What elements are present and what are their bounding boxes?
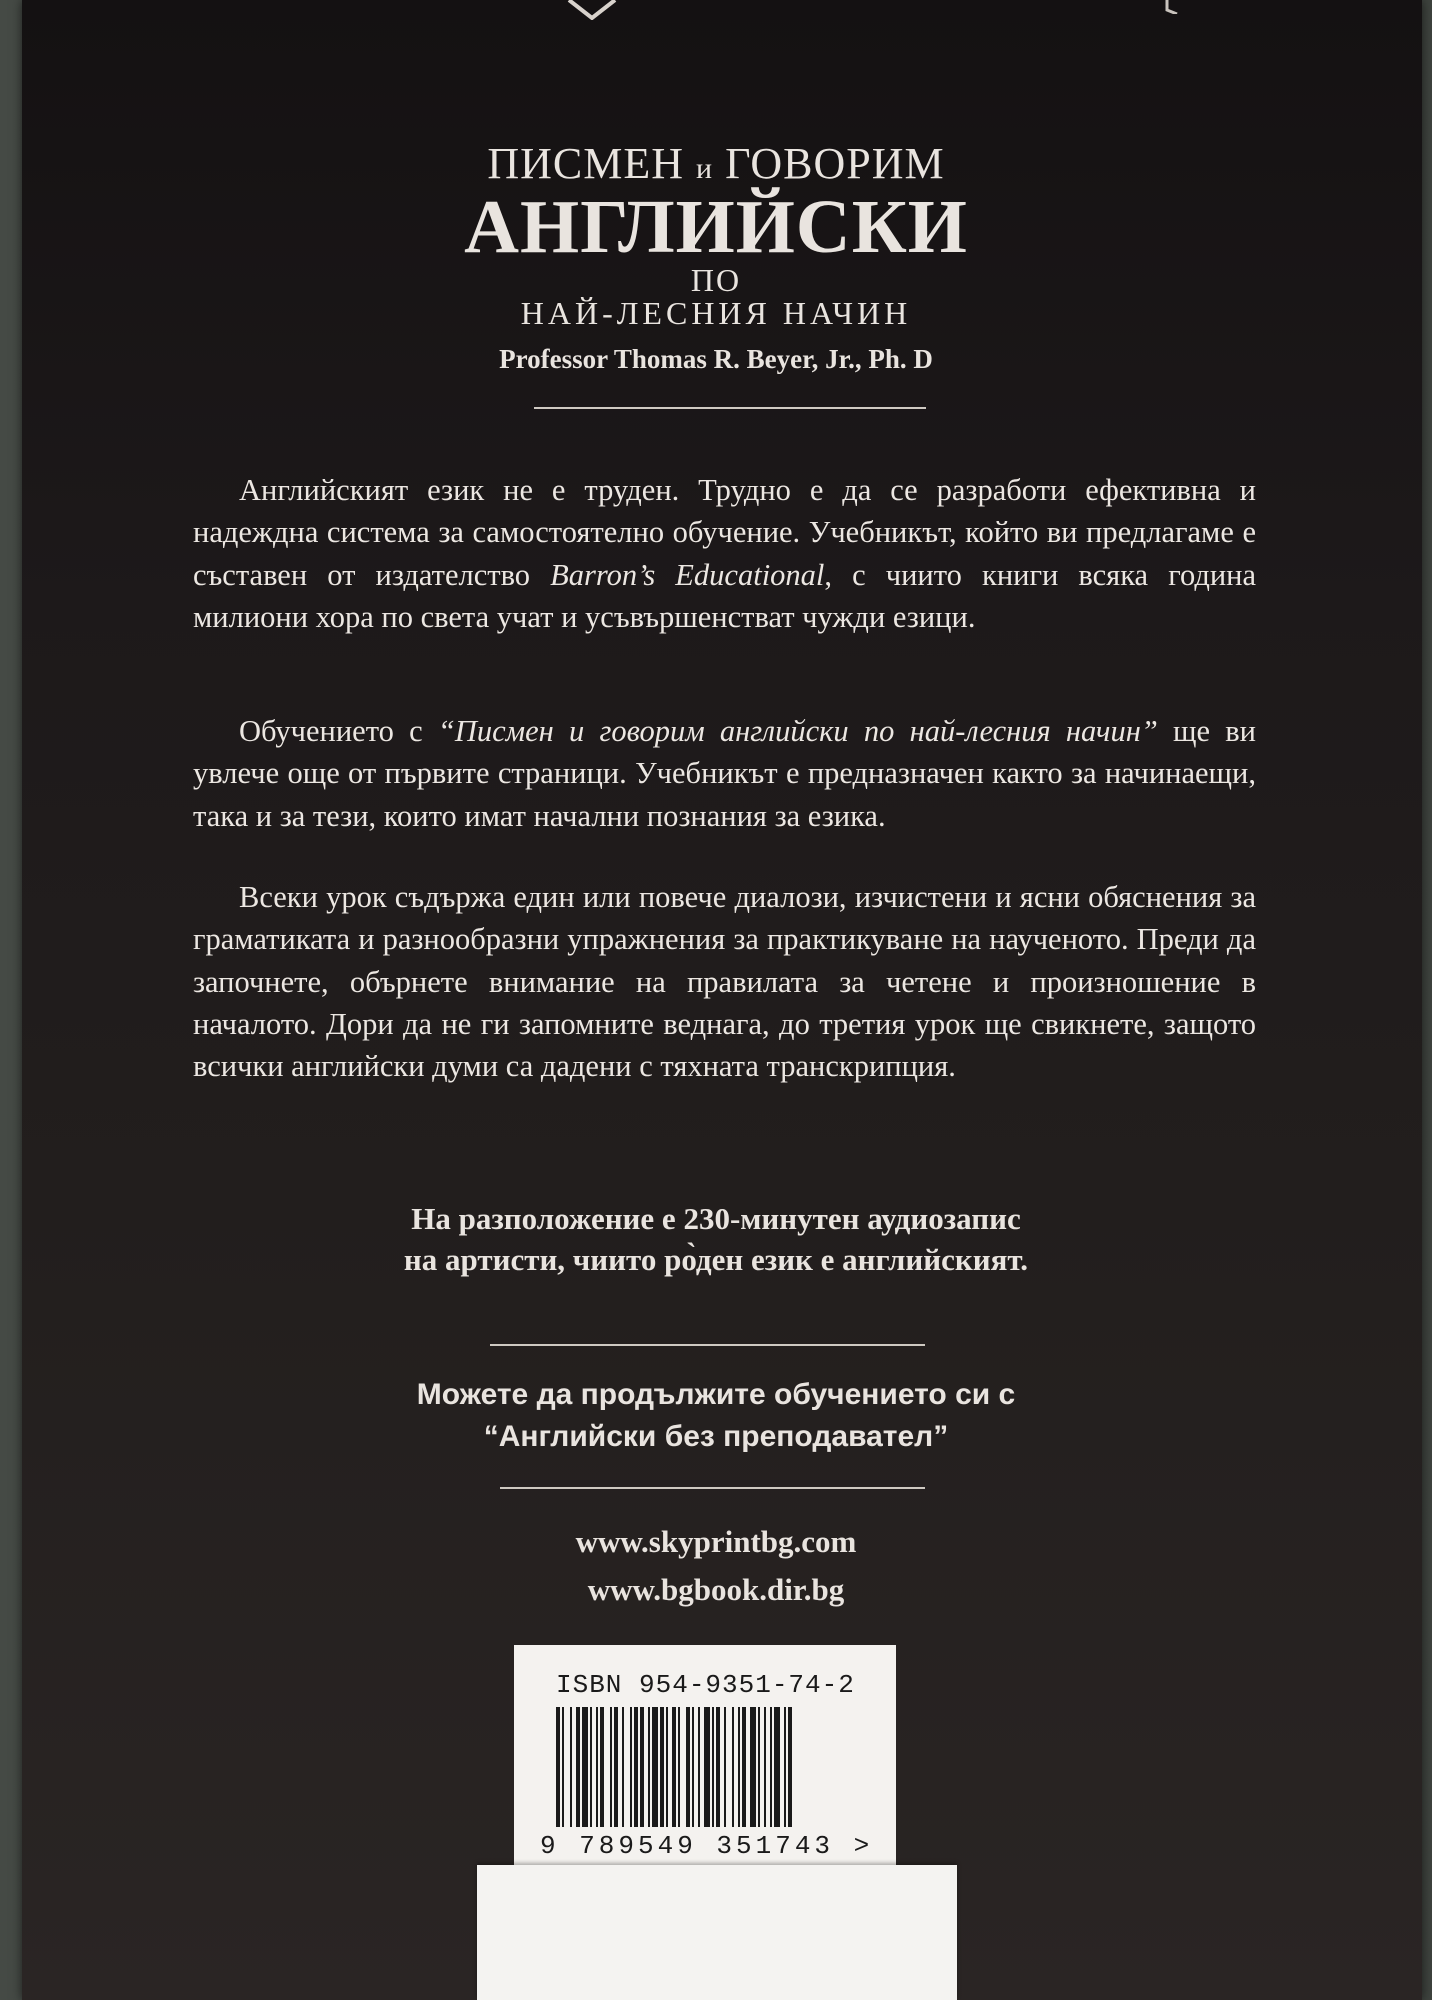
barcode-bar [640,1707,644,1827]
barcode-bar [764,1707,766,1827]
barcode-bar [750,1707,756,1827]
title-line3: ПО [690,262,742,298]
barcode-bar [610,1707,612,1827]
barcode-bar [666,1707,668,1827]
barcode-bar [770,1707,772,1827]
ean-digits: 9 789549 351743 > [540,1831,874,1861]
barcode-bar [692,1707,694,1827]
barcode-bar [652,1707,658,1827]
book-title: АНГЛИЙСКИ [464,185,968,269]
barcode-bar [634,1707,638,1827]
barcode-bar [774,1707,780,1827]
barcode-bar [590,1707,592,1827]
title-line1: ПИСМЕН и ГОВОРИМ [487,139,945,188]
divider-bottom [500,1487,925,1489]
barcode-bar [660,1707,664,1827]
barcode-bar [570,1707,572,1827]
barcode-bar [704,1707,710,1827]
author-name: Professor Thomas R. Beyer, Jr., Ph. D [499,344,933,374]
description-paragraph-2: Обучението с “Писмен и говорим английски по най-лесния начин” ще ви увлече още от първите страници. Учебникът е предназначен както за начинаещи, така и за тези, които имат начални познания за езика. [193,714,1257,833]
barcode-bar [576,1707,580,1827]
barcode-icon [556,1707,886,1832]
barcode-bar [630,1707,632,1827]
price-sticker [477,1865,957,2000]
barcode-bar [758,1707,760,1827]
barcode-bar [724,1707,726,1827]
barcode-bar [712,1707,714,1827]
barcode-bar [648,1707,650,1827]
decorative-mark [1157,0,1187,14]
barcode-bar [596,1707,598,1827]
title-line4: НАЙ-ЛЕСНИЯ НАЧИН [520,295,912,331]
barcode-bar [742,1707,746,1827]
barcode-bar [600,1707,604,1827]
barcode-bar [582,1707,588,1827]
website-link-skyprint[interactable]: www.skyprintbg.com [575,1524,857,1559]
barcode-bar [614,1707,618,1827]
divider-top [534,407,926,409]
barcode-bar [622,1707,624,1827]
barcode-bar [738,1707,740,1827]
barcode-bar [562,1707,564,1827]
barcode-bar [716,1707,720,1827]
description-paragraph-3: Всеки урок съдържа един или повече диалози, изчистени и ясни обяснения за граматиката и разнообразни упражнения за практикуване на наученото. Преди да започнете, обърнете внимание на правилата за четене и произношение в началото. Дори да не ги запомните веднага, до третия урок ще свикнете, защото всички английски думи са дадени с тяхната транскрипция. [193,880,1256,1084]
audio-note: На разположение е 230-минутен аудиозапис на артисти, чиито ро̀ден език е английският. [403,1201,1029,1277]
description-paragraph-1: Английският език не е труден. Трудно е да се разработи ефективна и надеждна система за самостоятелно обучение. Учебникът, който ви предлагаме е съставен от издателство Barron’s Educational, с чиито книги всяка година милиони хора по света учат и усъвършенстват чужди езици. [193,473,1257,634]
publisher-logo-fragment [567,0,617,20]
barcode-bar [784,1707,786,1827]
barcode-bar [678,1707,680,1827]
barcode-bar [732,1707,734,1827]
barcode-bar [788,1707,792,1827]
website-link-bgbook[interactable]: www.bgbook.dir.bg [587,1572,845,1607]
isbn-number: ISBN 954-9351-74-2 [556,1670,855,1700]
barcode-bar [556,1707,560,1827]
continue-note: Можете да продължите обучението си с “Английски без преподавател” [416,1378,1016,1453]
divider-middle [490,1344,925,1346]
barcode-bar [686,1707,690,1827]
barcode-bar [672,1707,676,1827]
barcode-bar [698,1707,700,1827]
